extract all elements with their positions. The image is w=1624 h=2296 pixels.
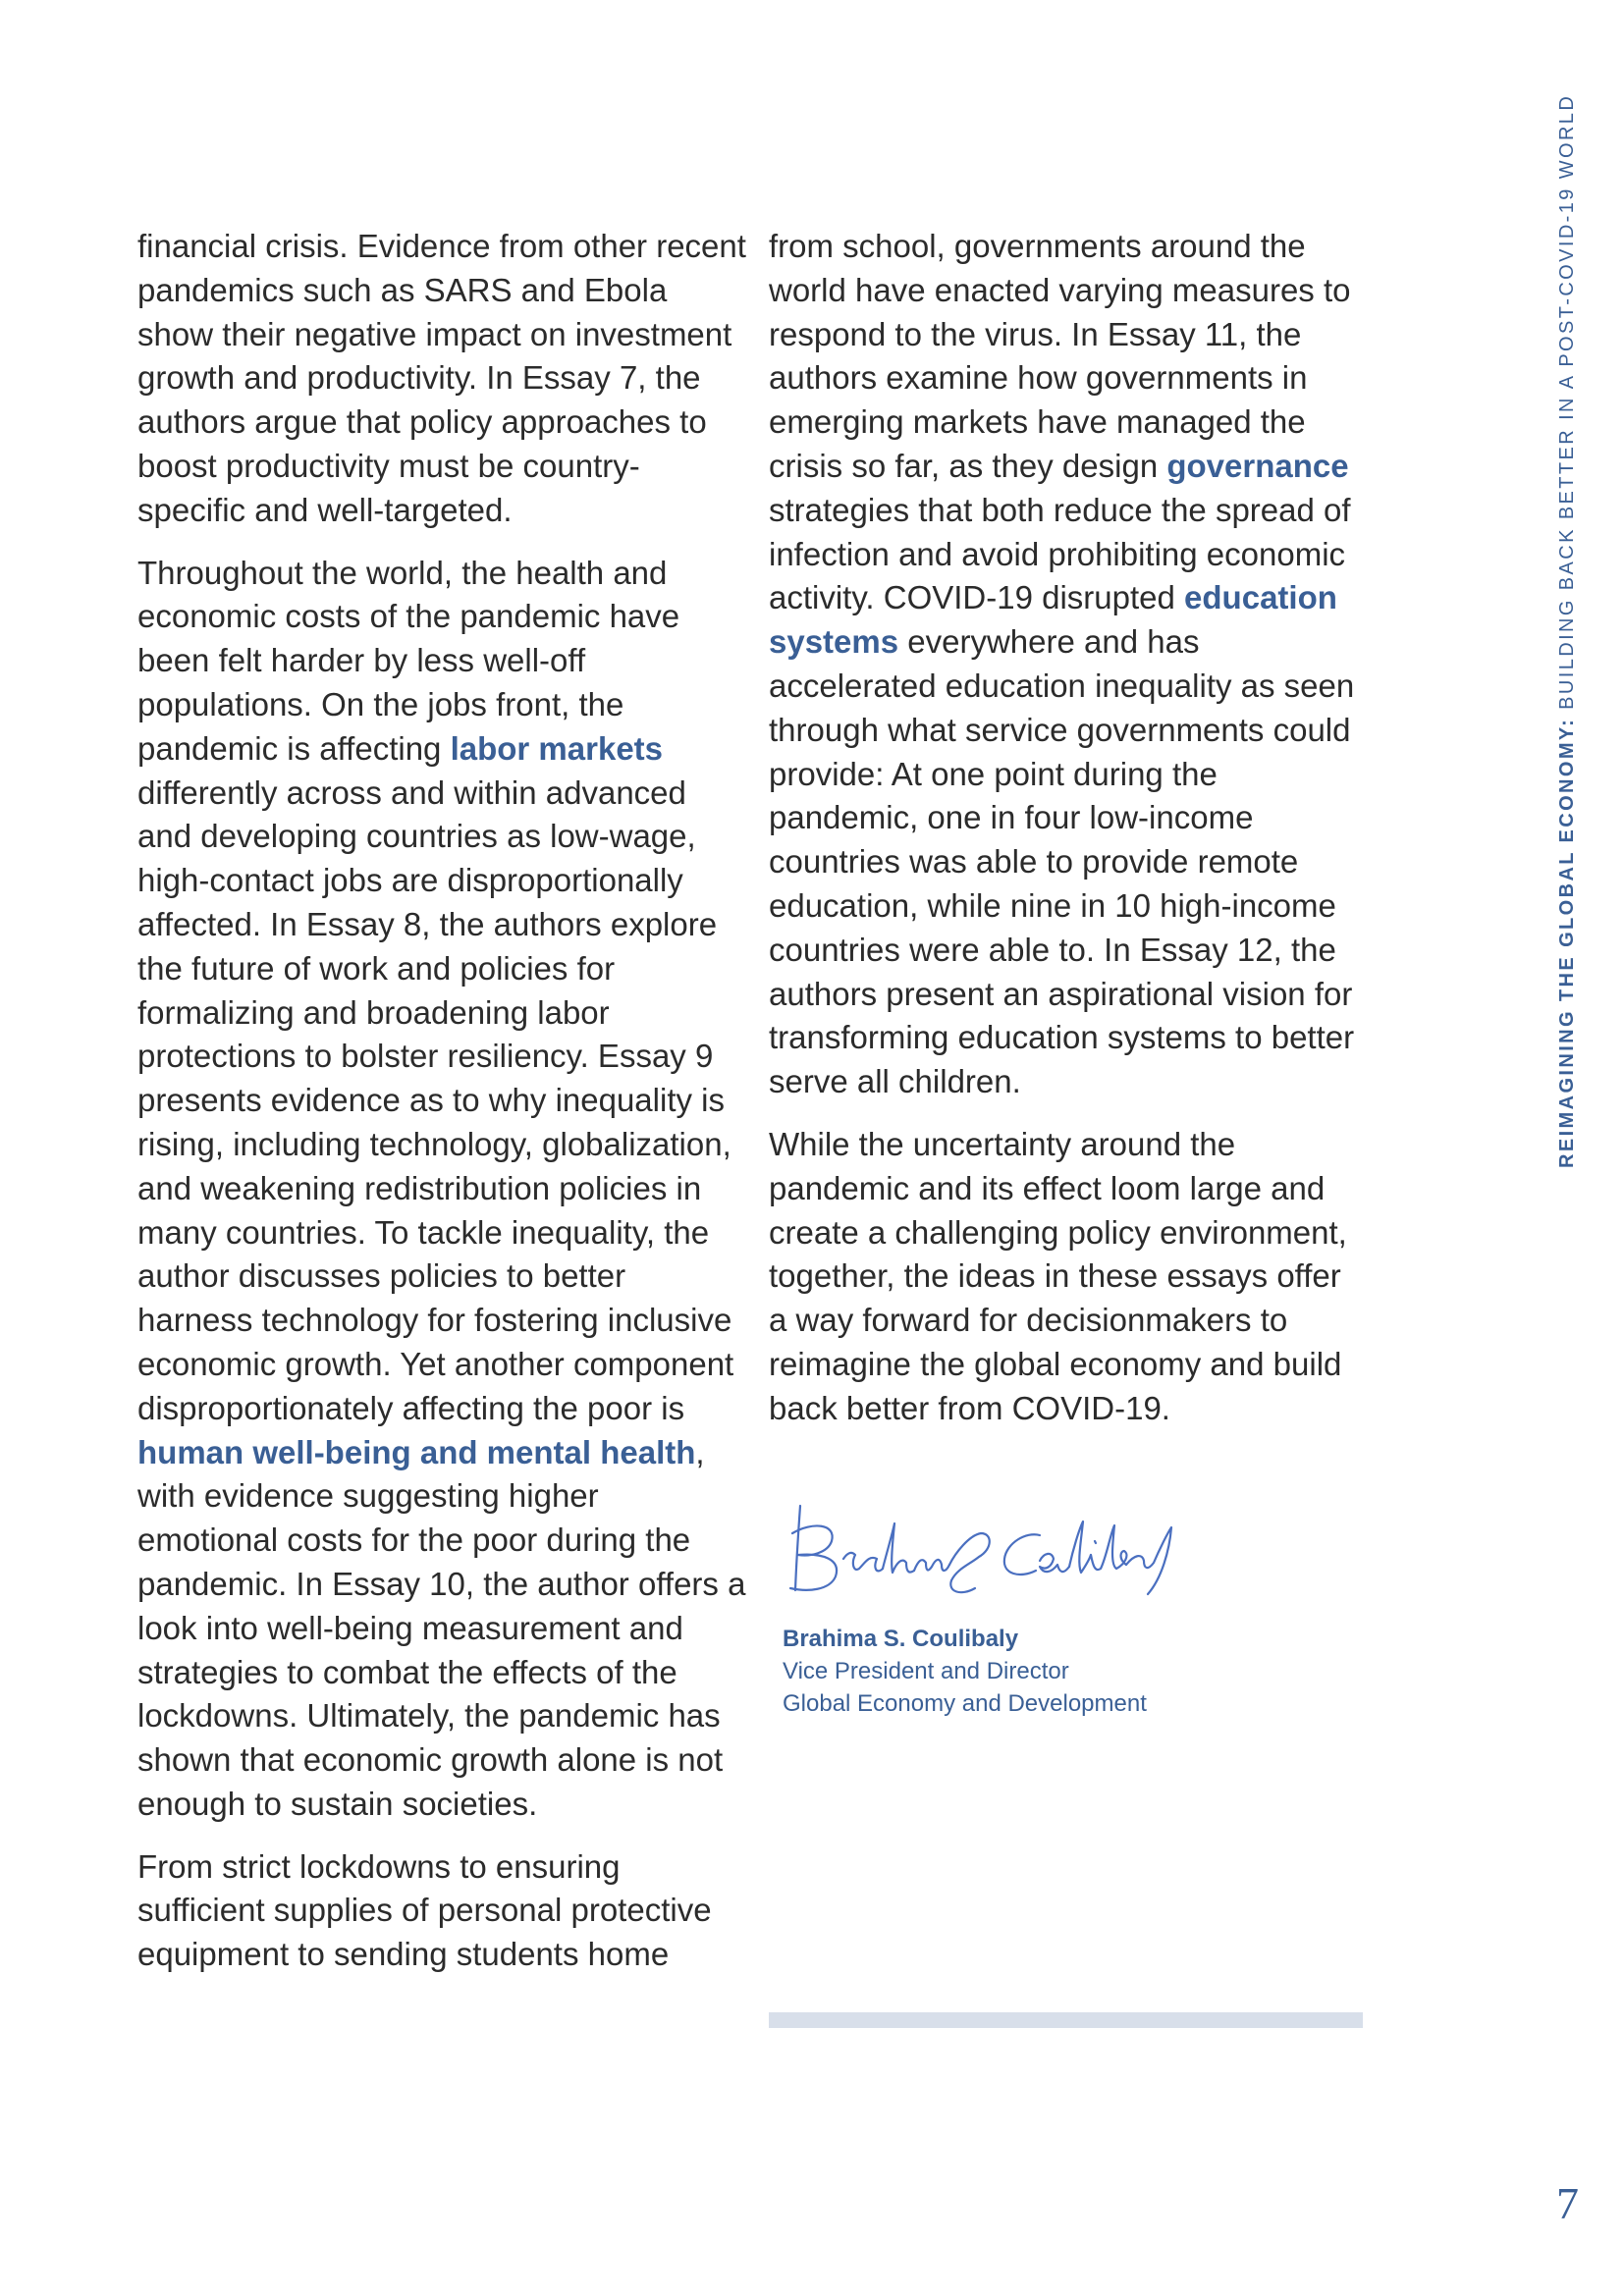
running-title (1556, 94, 1579, 1168)
left-paragraph-3: From strict lockdowns to ensuring sufficient supplies of personal protective equipment to sending students home (137, 1847, 712, 1973)
page-number: 7 (1556, 2178, 1579, 2228)
left-column (137, 225, 746, 1996)
right-paragraph-1-text-a: from school, governments around the world have enacted varying measures to respond to the virus. In Essay 11, the authors examine how governments in emerging markets have managed the crisis so far, as they design (769, 228, 1351, 484)
left-paragraph-2-text-a: Throughout the world, the health and economic costs of the pandemic have been felt harder by less well-off populations. On the jobs front, the pandemic is affecting (137, 554, 680, 767)
left-paragraph-2 (137, 552, 746, 1827)
left-paragraph-2-text-b: differently across and within advanced and developing countries as low-wage, high-contact jobs are disproportionally affected. In Essay 8, the authors explore the future of work and policies for formalizing and broadening labor protections to bolster resiliency. Essay 9 presents evidence as to why inequality is rising, including technology, globalization, and weakening redistribution policies in many countries. To tackle inequality, the author discusses policies to better harness technology for fostering inclusive economic growth. Yet another component disproportionately affecting the poor is (137, 774, 734, 1426)
highlight-education-systems: education systems (769, 579, 1337, 661)
right-paragraph-1-text-b: strategies that both reduce the spread of infection and avoid prohibiting economic activity. COVID-19 disrupted (769, 491, 1351, 616)
highlight-governance: governance (1166, 447, 1349, 484)
running-title-rest: BUILDING BACK BETTER IN A POST-COVID-19 WORLD (1556, 93, 1578, 718)
divider-bar (769, 2012, 1363, 2028)
right-column (769, 225, 1358, 1450)
left-paragraph-2-text-c: , with evidence suggesting higher emotional costs for the poor during the pandemic. In Essay 10, the author offers a look into well-being measurement and strategies to combat the effects of the lockdowns. Ultimately, the pandemic has shown that economic growth alone is not enough to sustain societies. (137, 1433, 746, 1822)
signatory-name: Brahima S. Coulibaly (783, 1626, 1019, 1652)
highlight-labor-markets: labor markets (450, 729, 664, 767)
right-paragraph-1-text-c: everywhere and has accelerated education inequality as seen through what service governments could provide: At one point during the pandemic, one in four low-income countries was able to provide remote education, while nine in 10 high-income countries were able to. In Essay 12, the authors present an aspirational vision for transforming education systems to better serve all children. (769, 623, 1355, 1100)
running-title-bold: REIMAGINING THE GLOBAL ECONOMY: (1556, 717, 1578, 1168)
right-paragraph-1 (769, 225, 1358, 1104)
signatory-department: Global Economy and Development (783, 1690, 1147, 1717)
right-paragraph-2: While the uncertainty around the pandemic and its effect loom large and create a challenging policy environment, together, the ideas in these essays offer a way forward for decisionmakers to reimagine the global economy and build back better from COVID-19. (769, 1125, 1347, 1426)
signatory-title: Vice President and Director (783, 1658, 1069, 1684)
highlight-human-well-being: human well-being and mental health (137, 1433, 696, 1470)
left-paragraph-1: financial crisis. Evidence from other recent pandemics such as SARS and Ebola show their negative impact on investment growth and productivity. In Essay 7, the authors argue that policy approaches to boost productivity must be country-specific and well-targeted. (137, 228, 746, 528)
handwritten-signature (783, 1494, 1185, 1602)
signature-block (783, 1494, 1185, 1720)
